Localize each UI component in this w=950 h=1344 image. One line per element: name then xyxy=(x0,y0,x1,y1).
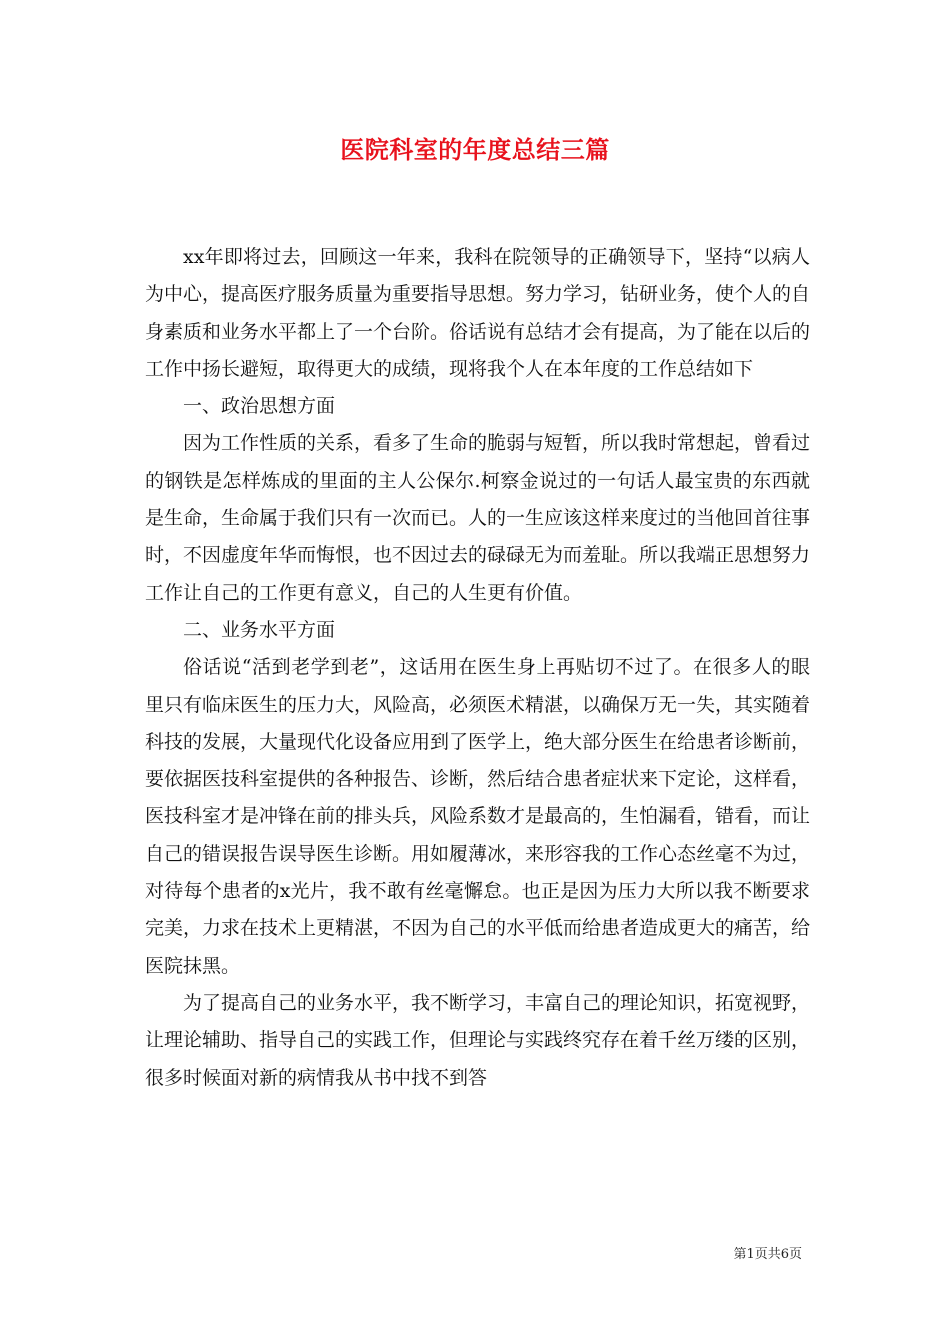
study-paragraph: 为了提高自己的业务水平，我不断学习，丰富自己的理论知识，拓宽视野，让理论辅助、指导自己的实践工作，但理论与实践终究存在着千丝万缕的区别，很多时候面对新的病情我从书中找不到答 xyxy=(145,991,811,1089)
intro-paragraph: xx年即将过去，回顾这一年来，我科在院领导的正确领导下，坚持“以病人为中心，提高医疗服务质量为重要指导思想。努力学习，钻研业务，使个人的自身素质和业务水平都上了一个台阶。俗话说有总结才会有提高，为了能在以后的工作中扬长避短，取得更大的成绩，现将我个人在本年度的工作总结如下 xyxy=(145,246,811,380)
professional-paragraph: 俗话说“活到老学到老”，这话用在医生身上再贴切不过了。在很多人的眼里只有临床医生的压力大，风险高，必须医术精湛，以确保万无一失，其实随着科技的发展，大量现代化设备应用到了医学上，绝大部分医生在给患者诊断前，要依据医技科室提供的各种报告、诊断，然后结合患者症状来下定论，这样看，医技科室才是冲锋在前的排头兵，风险系数才是最高的，生怕漏看，错看，而让自己的错误报告误导医生诊断。用如履薄冰，来形容我的工作心态丝毫不为过，对待每个患者的x光片，我不敢有丝毫懈怠。也正是因为压力大所以我不断要求完美，力求在技术上更精湛，不因为自己的水平低而给患者造成更大的痛苦，给医院抹黑。 xyxy=(145,656,811,977)
political-paragraph: 因为工作性质的关系，看多了生命的脆弱与短暂，所以我时常想起，曾看过的钢铁是怎样炼成的里面的主人公保尔.柯察金说过的一句话人最宝贵的东西就是生命，生命属于我们只有一次而已。人的一生应该这样来度过的当他回首往事时，不因虚度年华而悔恨，也不因过去的碌碌无为而羞耻。所以我端正思想努力工作让自己的工作更有意义，自己的人生更有价值。 xyxy=(145,432,811,604)
document-body xyxy=(145,239,810,1097)
page-number: 第1页共6页 xyxy=(733,1247,802,1262)
section-heading-political: 一、政治思想方面 xyxy=(183,395,336,418)
section-heading-professional: 二、业务水平方面 xyxy=(183,618,336,641)
document-title: 医院科室的年度总结三篇 xyxy=(340,135,610,164)
